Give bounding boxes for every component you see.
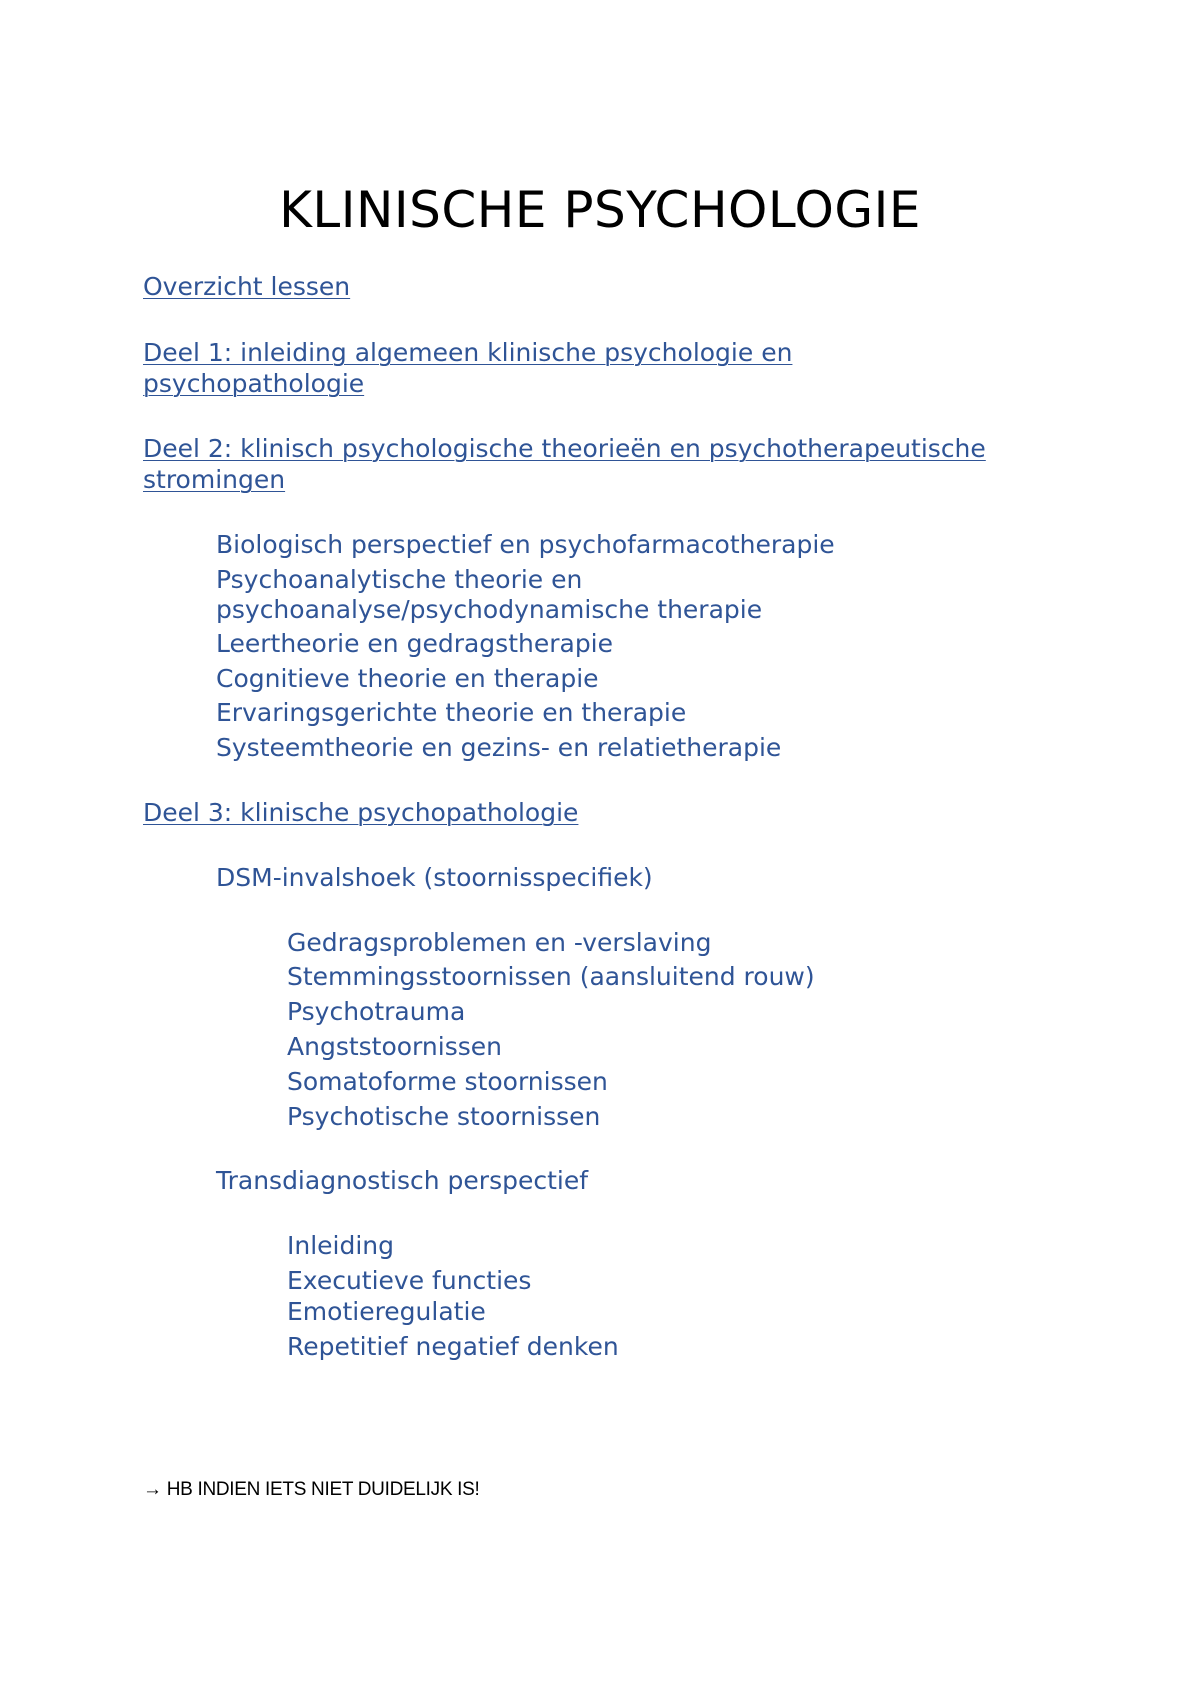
dsm-item-somatoform: Somatoforme stoornissen	[287, 1067, 608, 1096]
document-title: KLINISCHE PSYCHOLOGIE	[279, 180, 921, 239]
footer-note-text: HB INDIEN IETS NIET DUIDELIJK IS!	[166, 1479, 480, 1500]
transdiagnostic-heading: Transdiagnostisch perspectief	[216, 1166, 589, 1195]
arrow-right-icon: →	[143, 1479, 162, 1500]
dsm-item-trauma: Psychotrauma	[287, 997, 466, 1026]
part2-item-cognitive: Cognitieve theorie en therapie	[216, 664, 599, 693]
part2-item-systemic: Systeemtheorie en gezins- en relatietherapie	[216, 733, 782, 762]
part2-heading-line1: Deel 2: klinisch psychologische theorieën en psychotherapeutische	[143, 434, 986, 463]
footer-note	[143, 1477, 480, 1503]
trans-item-emotion-regulation: Emotieregulatie	[287, 1297, 486, 1326]
dsm-item-behavior: Gedragsproblemen en -verslaving	[287, 928, 712, 957]
part2-item-experiential: Ervaringsgerichte theorie en therapie	[216, 698, 687, 727]
trans-item-executive-functions: Executieve functies	[287, 1266, 532, 1295]
part2-item-psychoanalytic-line2: psychoanalyse/psychodynamische therapie	[216, 595, 763, 624]
part2-item-learning: Leertheorie en gedragstherapie	[216, 629, 614, 658]
dsm-item-anxiety: Angststoornissen	[287, 1032, 502, 1061]
part1-heading-line2: psychopathologie	[143, 369, 365, 398]
part2-item-biological: Biologisch perspectief en psychofarmacotherapie	[216, 530, 835, 559]
dsm-item-psychotic: Psychotische stoornissen	[287, 1102, 601, 1131]
overview-heading: Overzicht lessen	[143, 272, 351, 301]
part3-heading: Deel 3: klinische psychopathologie	[143, 798, 579, 827]
part2-heading-line2: stromingen	[143, 465, 286, 494]
part2-item-psychoanalytic-line1: Psychoanalytische theorie en	[216, 565, 583, 594]
dsm-heading: DSM-invalshoek (stoornisspecifiek)	[216, 863, 653, 892]
trans-item-repetitive-thinking: Repetitief negatief denken	[287, 1332, 619, 1361]
trans-item-introduction: Inleiding	[287, 1231, 395, 1260]
part1-heading-line1: Deel 1: inleiding algemeen klinische psychologie en	[143, 338, 793, 367]
dsm-item-mood: Stemmingsstoornissen (aansluitend rouw)	[287, 962, 815, 991]
